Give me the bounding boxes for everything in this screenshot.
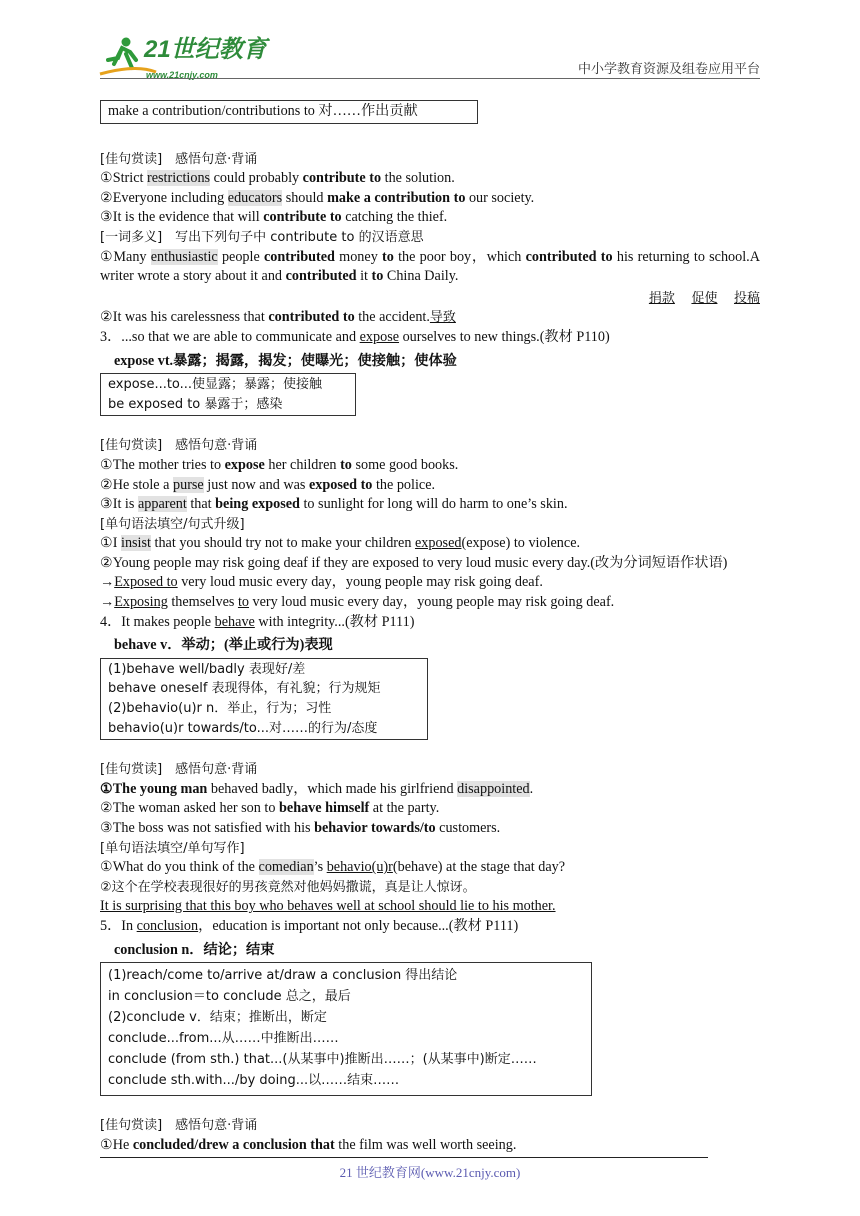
logo-title: 21世纪教育 <box>144 36 267 63</box>
section-tag: [佳句赏读] 感悟句意·背诵 <box>100 438 258 454</box>
header-divider <box>100 78 760 79</box>
word-definition: expose vt.暴露；揭露，揭发；使曝光；使接触；使体验 <box>114 352 457 369</box>
section-tag: [单句语法填空/单句写作] <box>100 840 245 856</box>
logo-url: www.21cnjy.com <box>146 70 218 80</box>
exercise-answer: →Exposing themselves to very loud music every day，young people may risk going deaf. <box>100 594 615 611</box>
phrase-box-behave <box>100 658 428 740</box>
phrase-box-expose <box>100 373 356 416</box>
box-line: behavio(u)r towards/to...对……的行为/态度 <box>108 720 378 736</box>
word-definition: conclusion n．结论；结束 <box>114 941 275 958</box>
word-definition: behave v．举动；(举止或行为)表现 <box>114 637 333 654</box>
box-line: conclude (from sth.) that...(从某事中)推断出……；(从某事中)断定…… <box>108 1052 537 1068</box>
section-tag: [单句语法填空/句式升级] <box>100 516 245 532</box>
site-logo <box>96 34 296 80</box>
example-sentence: ①The mother tries to expose her children to some good books. <box>100 456 459 473</box>
section-tag: [一词多义] 写出下列句子中 contribute to 的汉语意思 <box>100 229 424 245</box>
box-line: conclude...from...从……中推断出…… <box>108 1031 339 1047</box>
box-line: (1)behave well/badly 表现好/差 <box>108 661 306 677</box>
box-line: be exposed to 暴露于；感染 <box>108 396 283 412</box>
box-line: behave oneself 表现得体，有礼貌；行为规矩 <box>108 681 381 697</box>
example-sentence: ②Everyone including educators should make a contribution to our society. <box>100 189 535 206</box>
box-line: (2)behavio(u)r n．举止，行为；习性 <box>108 701 332 717</box>
item-title: 3．...so that we are able to communicate and expose ourselves to new things.(教材 P110) <box>100 328 610 345</box>
example-sentence: ②It was his carelessness that contributed to the accident.导致 <box>100 309 456 326</box>
box-line: conclude sth.with.../by doing...以……结束…… <box>108 1073 400 1089</box>
example-sentence: ②The woman asked her son to behave himself at the party. <box>100 800 440 817</box>
example-sentence: ③The boss was not satisfied with his behavior towards/to customers. <box>100 820 501 836</box>
exercise-sentence: ①I insist that you should try not to make your children exposed(expose) to violence. <box>100 535 581 552</box>
box-line: (1)reach/come to/arrive at/draw a conclusion 得出结论 <box>108 968 458 984</box>
section-tag: [佳句赏读] 感悟句意·背诵 <box>100 762 258 778</box>
section-tag: [佳句赏读] 感悟句意·背诵 <box>100 151 258 167</box>
box-line: expose...to...使显露；暴露；使接触 <box>108 377 323 393</box>
phrase-box-conclusion <box>100 962 592 1096</box>
section-tag: [佳句赏读] 感悟句意·背诵 <box>100 1118 258 1134</box>
polysemy-paragraph: ①Many enthusiastic people contributed money to the poor boy，which contributed to his returning to school.A writer wrote a story about it and contributed it to China Daily. <box>100 248 760 285</box>
exercise-answer: It is surprising that this boy who behaves well at school should lie to his mother. <box>100 898 556 915</box>
box-line: make a contribution/contributions to 对……作出贡献 <box>108 103 418 119</box>
example-sentence: ①Strict restrictions could probably contribute to the solution. <box>100 170 455 187</box>
example-sentence: ③It is apparent that being exposed to sunlight for long will do harm to one’s skin. <box>100 496 568 513</box>
example-sentence: ③It is the evidence that will contribute to catching the thief. <box>100 209 448 226</box>
answer-2: 促使 <box>691 290 718 306</box>
exercise-answer: →Exposed to very loud music every day，young people may risk going deaf. <box>100 574 543 591</box>
answer-1: 捐款 <box>648 290 675 306</box>
main-content <box>100 100 760 1155</box>
exercise-sentence: ②这个在学校表现很好的男孩竟然对他妈妈撒谎，真是让人惊讶。 <box>100 879 476 895</box>
answer-row <box>100 289 760 309</box>
exercise-sentence: ②Young people may risk going deaf if they are exposed to very loud music every day.(改为分词短语作状语) <box>100 554 728 571</box>
item-title: 5．In conclusion，education is important not only because...(教材 P111) <box>100 917 519 934</box>
example-sentence: ①He concluded/drew a conclusion that the film was well worth seeing. <box>100 1136 517 1153</box>
exercise-sentence: ①What do you think of the comedian’s behavio(u)r(behave) at the stage that day? <box>100 859 566 876</box>
footer-text: 21 世纪教育网(www.21cnjy.com) <box>339 1165 521 1180</box>
example-sentence: ①The young man behaved badly，which made his girlfriend disappointed. <box>100 780 534 797</box>
platform-name: 中小学教育资源及组卷应用平台 <box>577 62 760 77</box>
box-line: (2)conclude v．结束；推断出，断定 <box>108 1010 327 1026</box>
footer-divider <box>100 1157 708 1158</box>
phrase-box-contribute <box>100 100 478 124</box>
box-line: in conclusion＝to conclude 总之，最后 <box>108 989 351 1005</box>
example-sentence: ②He stole a purse just now and was exposed to the police. <box>100 476 436 493</box>
answer-3: 投稿 <box>733 290 760 306</box>
item-title: 4．It makes people behave with integrity...(教材 P111) <box>100 613 415 630</box>
